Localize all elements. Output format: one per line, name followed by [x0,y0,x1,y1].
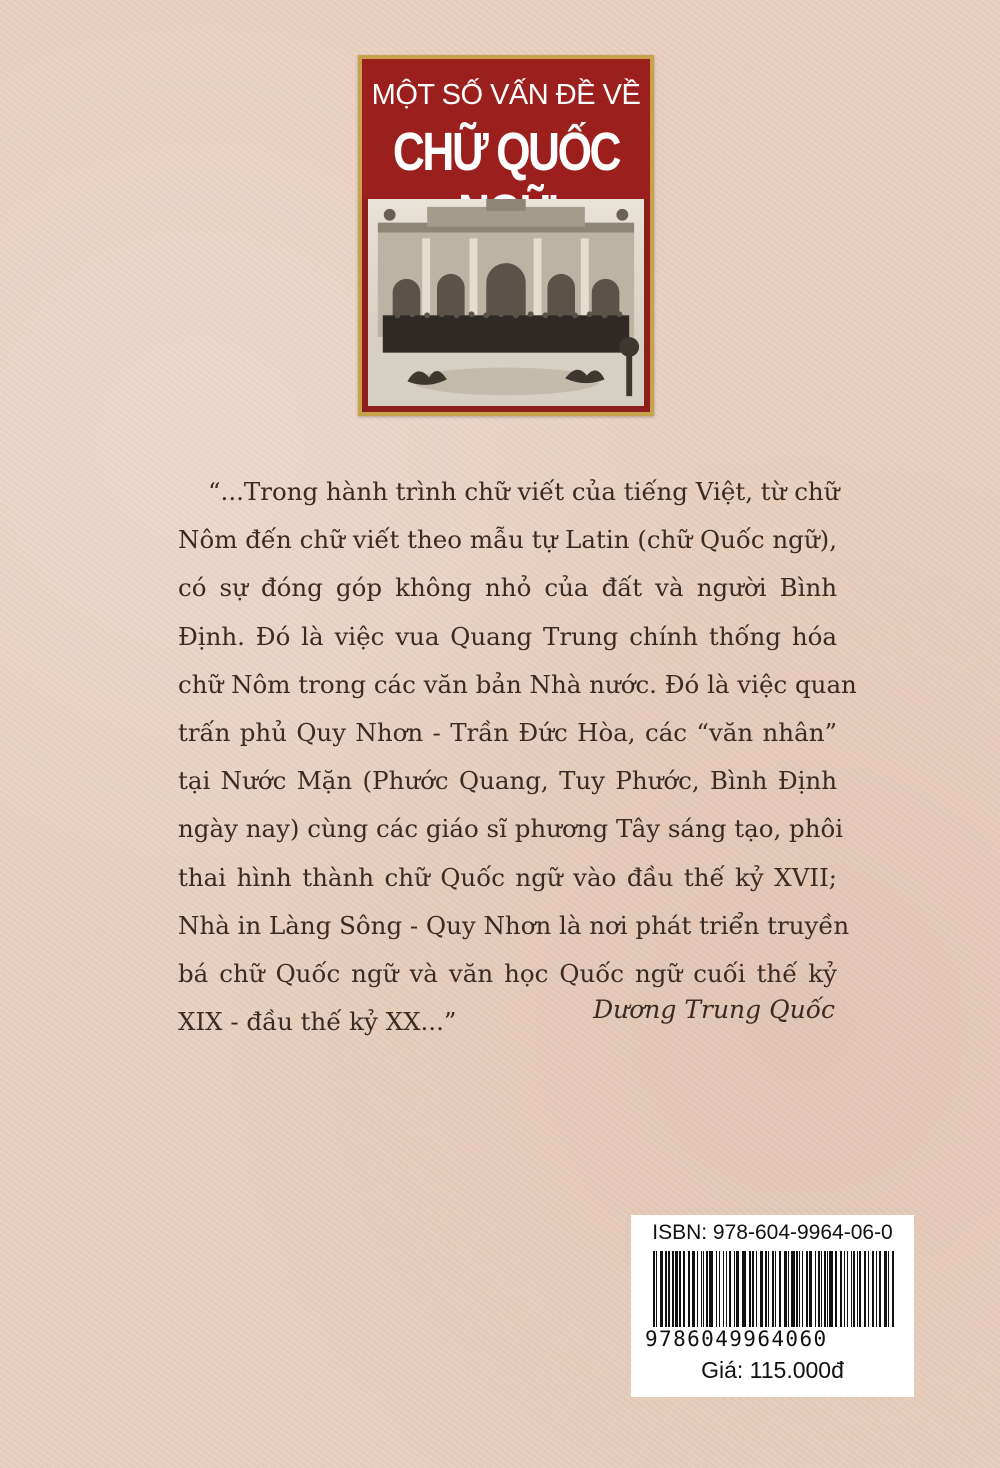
quote-line: bá chữ Quốc ngữ và văn học Quốc ngữ cuối thế kỷ [178,959,837,989]
quote-line: có sự đóng góp không nhỏ của đất và người Bình [178,573,837,603]
cover-title: CHỮ QUỐC [392,122,620,182]
quote-line: Định. Đó là việc vua Quang Trung chính thống hóa [178,621,837,651]
isbn-barcode-box [631,1215,914,1397]
quote-line: XIX - đầu thế kỷ XX...” [178,1007,457,1037]
quote-line: thai hình thành chữ Quốc ngữ vào đầu thế kỷ XVII; [178,862,837,892]
quote-line: tại Nước Mặn (Phước Quang, Tuy Phước, Bình Định [178,766,837,796]
quote-line: ngày nay) cùng các giáo sĩ phương Tây sáng tạo, phôi [178,814,844,844]
quote-line: Nhà in Làng Sông - Quy Nhơn là nơi phát triển truyền [178,910,850,940]
cover-frame [362,59,650,412]
price-label: Giá: 115.000đ [701,1357,844,1383]
barcode-digits: 9786049964060 [643,1327,907,1351]
quote-line: chữ Nôm trong các văn bản Nhà nước. Đó là việc quan [178,669,857,699]
quote-line: Nôm đến chữ viết theo mẫu tự Latin (chữ Quốc ngữ), [178,525,837,555]
historic-building-photo [368,199,644,406]
quote-author: Dương Trung Quốc [593,995,835,1024]
isbn-label: ISBN: 978-604-9964-06-0 [652,1221,893,1244]
cover-title-block [362,59,650,199]
cover-subtitle: MỘT SỐ VẤN ĐỀ VỀ [371,79,641,111]
back-cover-quote [178,468,857,1046]
cover-photo [368,199,644,406]
quote-line: trấn phủ Quy Nhơn - Trần Đức Hòa, các “văn nhân” [178,718,837,748]
quote-line: “...Trong hành trình chữ viết của tiếng Việt, từ chữ [208,477,840,506]
cover-thumbnail [358,55,654,416]
